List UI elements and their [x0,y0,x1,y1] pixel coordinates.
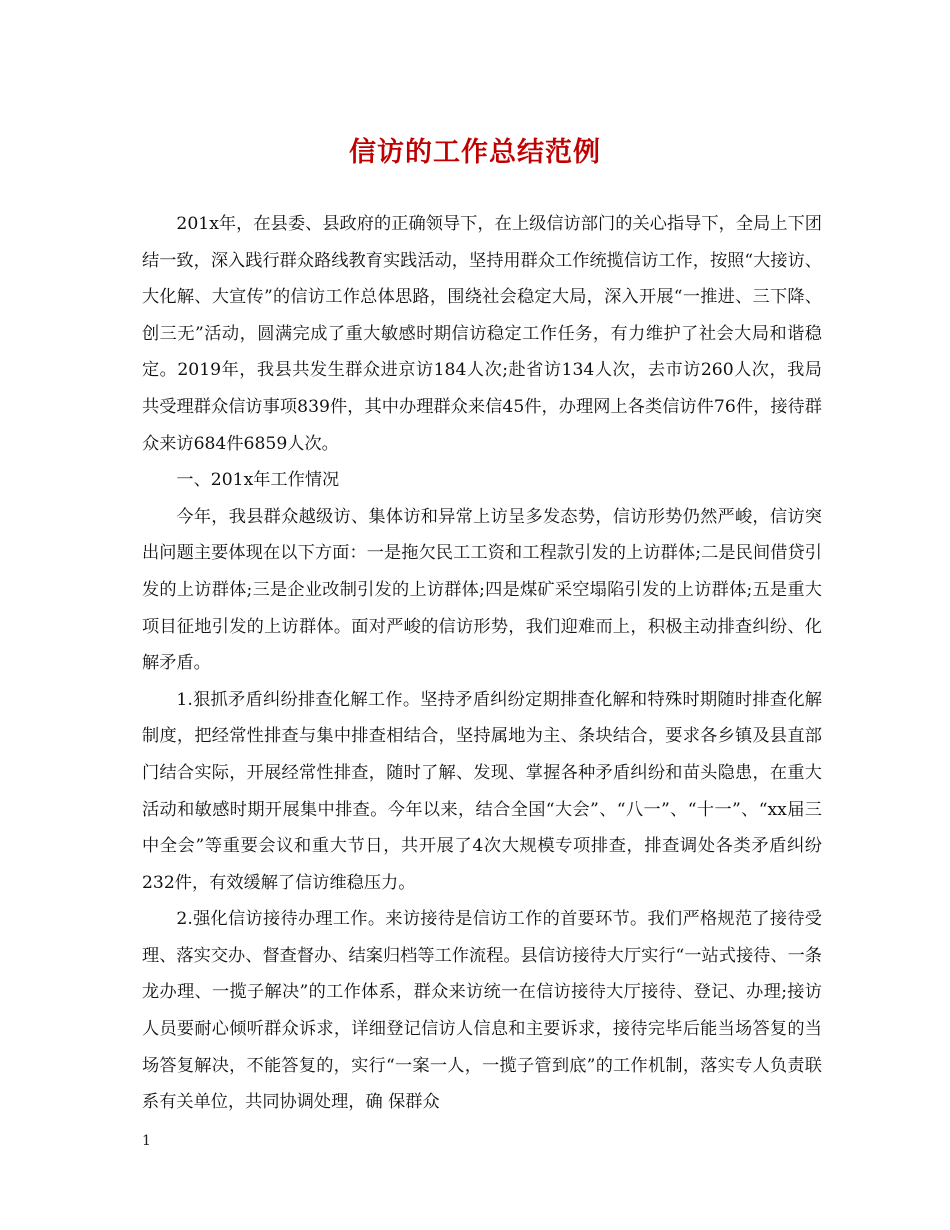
document-body [142,206,822,1121]
paragraph-intro: 201x年，在县委、县政府的正确领导下，在上级信访部门的关心指导下，全局上下团结一致，深入践行群众路线教育实践活动，坚持用群众工作统揽信访工作，按照“大接访、大化解、大宣传”的信访工作总体思路，围绕社会稳定大局，深入开展“一推进、三下降、创三无”活动，圆满完成了重大敏感时期信访稳定工作任务，有力维护了社会大局和谐稳定。2019年，我县共发生群众进京访184人次;赴省访134人次，去市访260人次，我局共受理群众信访事项839件，其中办理群众来信45件，办理网上各类信访件76件，接待群众来访684件6859人次。 [142,214,822,454]
section-heading: 一、201x年工作情况 [176,470,340,491]
paragraph-item-1: 1.狠抓矛盾纠纷排查化解工作。坚持矛盾纠纷定期排查化解和特殊时期随时排查化解制度，把经常性排查与集中排查相结合，坚持属地为主、条块结合，要求各乡镇及县直部门结合实际，开展经常性排查，随时了解、发现、掌握各种矛盾纠纷和苗头隐患，在重大活动和敏感时期开展集中排查。今年以来，结合全国“大会”、“八一”、“十一”、“xx届三中全会”等重要会议和重大节日，共开展了4次大规模专项排查，排查调处各类矛盾纠纷232件，有效缓解了信访维稳压力。 [142,689,822,893]
paragraph-situation: 今年，我县群众越级访、集体访和异常上访呈多发态势，信访形势仍然严峻，信访突出问题主要体现在以下方面：一是拖欠民工工资和工程款引发的上访群体;二是民间借贷引发的上访群体;三是企业改制引发的上访群体;四是煤矿采空塌陷引发的上访群体;五是重大项目征地引发的上访群体。面对严峻的信访形势，我们迎难而上，积极主动排查纠纷、化解矛盾。 [142,506,822,674]
page-number: 1 [142,1133,151,1149]
paragraph-item-2: 2.强化信访接待办理工作。来访接待是信访工作的首要环节。我们严格规范了接待受理、落实交办、督查督办、结案归档等工作流程。县信访接待大厅实行“一站式接待、一条龙办理、一揽子解决”的工作体系，群众来访统一在信访接待大厅接待、登记、办理;接访人员要耐心倾听群众诉求，详细登记信访人信息和主要诉求，接待完毕后能当场答复的当场答复解决，不能答复的，实行“一案一人，一揽子管到底”的工作机制，落实专人负责联系有关单位，共同协调处理，确 保群众 [142,909,822,1113]
document-title: 信访的工作总结范例 [349,137,601,168]
